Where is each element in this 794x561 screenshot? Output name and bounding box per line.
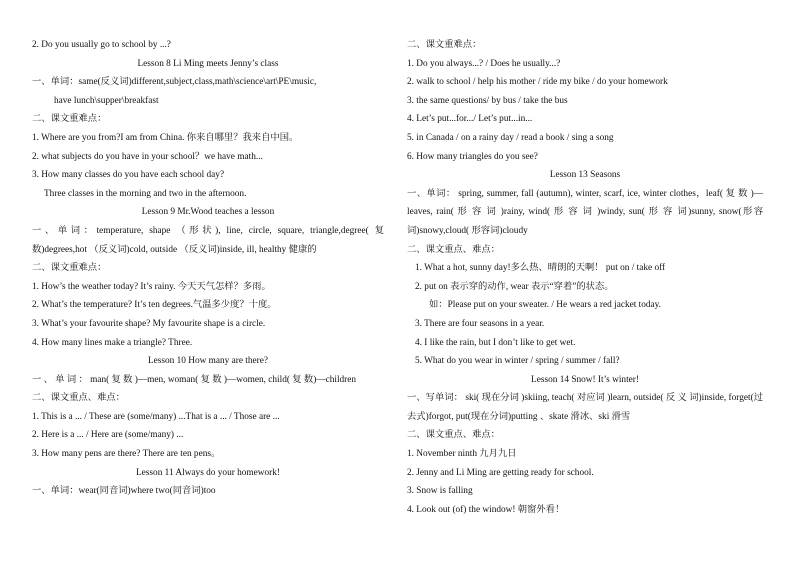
- right-text-line: 如：Please put on your sweater. / He wears a red jacket today.: [429, 300, 661, 311]
- left-text-line: 2. Do you usually go to school by ...?: [32, 40, 171, 50]
- right-text-line: 1. What a hot, sunny day!多么热、晴朗的天啊！ put on / take off: [415, 263, 666, 274]
- right-text-line: 4. Let’s put...for.../ Let’s put...in...: [407, 114, 533, 125]
- left-lesson-heading: Lesson 10 How many are there?: [147, 356, 269, 367]
- left-text-line: 1. How’s the weather today? It’s rainy. 今天天气怎样？多雨。: [32, 281, 271, 292]
- left-text-line: 4. How many lines make a triangle? Three.: [32, 337, 193, 348]
- left-text-line: 3. How many classes do you have each school day?: [32, 170, 225, 181]
- right-text-line: 3. Snow is falling: [407, 486, 473, 497]
- right-text-line: 二、课文重难点：: [407, 40, 482, 50]
- left-text-line: 二、课文重难点：: [32, 263, 107, 274]
- left-lesson-heading: Lesson 11 Always do your homework!: [136, 467, 280, 478]
- left-text-line: 二、课文重点、难点：: [32, 393, 125, 404]
- left-text-line: 2. what subjects do you have in your school？we have math...: [32, 151, 263, 162]
- left-text-line: 二、课文重难点：: [32, 114, 107, 125]
- right-text-line: 二、课文重点、难点：: [407, 244, 500, 255]
- right-text-line: 一、写单词： ski( 现在分词 )skiing, teach( 对应词 )learn, outside( 反 义 词)inside, forget(过去式)forgot, put(现在分词)putting 、skate 滑冰、ski 滑雪: [407, 393, 763, 422]
- left-text-line: 3. What’s your favourite shape? My favourite shape is a circle.: [32, 318, 266, 329]
- right-text-line: 2. walk to school / help his mother / ride my bike / do your homework: [407, 77, 668, 88]
- left-text-line: 3. How many pens are there? There are ten pens。: [32, 449, 221, 460]
- right-text-line: 6. How many triangles do you see?: [407, 151, 538, 162]
- right-text-line: 3. the same questions/ by bus / take the bus: [407, 95, 568, 106]
- left-text-line: 2. What’s the temperature? It’s ten degrees.气温多少度？十度。: [32, 300, 277, 311]
- left-text-line: 一、单词：wear(同音词)where two(同音词)too: [32, 486, 216, 497]
- right-text-line: 二、课文重点、难点：: [407, 430, 500, 441]
- right-text-line: 1. Do you always...? / Does he usually...?: [407, 58, 561, 69]
- right-text-line: 一、单词： spring, summer, fall (autumn), winter, scarf, ice, winter clothes，leaf( 复 数 )—leaves, rain( 形 容 词 )rainy, wind( 形 容 词 )windy, sun( 形 容 词)sunny, snow(形容词)snowy,cloud( 形容词)cloudy: [407, 188, 763, 236]
- left-lesson-heading: Lesson 8 Li Ming meets Jenny’s class: [137, 58, 279, 69]
- left-column: [32, 36, 384, 501]
- left-text-line: Three classes in the morning and two in the afternoon.: [44, 188, 247, 199]
- left-lesson-heading: Lesson 9 Mr.Wood teaches a lesson: [141, 207, 275, 218]
- left-text-line: 1. Where are you from?I am from China. 你来自哪里？我来自中国。: [32, 132, 299, 143]
- right-text-line: 5. What do you wear in winter / spring / summer / fall?: [415, 356, 620, 367]
- right-text-line: 4. I like the rain, but I don’t like to get wet.: [415, 337, 576, 348]
- right-column: [407, 36, 763, 519]
- right-text-line: 2. put on 表示穿的动作, wear 表示“穿着”的状态。: [415, 281, 614, 292]
- right-lesson-heading: Lesson 14 Snow! It’s winter!: [531, 374, 639, 385]
- left-text-line: 2. Here is a ... / Here are (some/many) ...: [32, 430, 184, 441]
- left-text-line: 一 、 单 词 ： man( 复 数 )—men, woman( 复 数 )—women, child( 复 数)—children: [32, 374, 357, 385]
- right-text-line: 4. Look out (of) the window! 朝窗外看！: [407, 504, 565, 515]
- right-text-line: 1. November ninth 九月九日: [407, 449, 517, 460]
- right-text-line: 2. Jenny and Li Ming are getting ready for school.: [407, 467, 594, 478]
- left-text-line: 一、单词：temperature, shape （形状), line, circle, square, triangle,degree( 复数)degrees,hot （反义词)cold, outside （反义词)inside, ill, healthy 健康的: [32, 225, 384, 255]
- right-text-line: 3. There are four seasons in a year.: [415, 318, 545, 329]
- right-text-line: 5. in Canada / on a rainy day / read a book / sing a song: [407, 132, 614, 143]
- left-text-line: have lunch\supper\breakfast: [54, 95, 159, 106]
- left-text-line: 1. This is a ... / These are (some/many) ...That is a ... / Those are ...: [32, 411, 280, 422]
- left-text-line: 一、单词：same(反义词)different,subject,class,math\science\art\PE\music,: [32, 77, 317, 88]
- right-lesson-heading: Lesson 13 Seasons: [549, 170, 621, 181]
